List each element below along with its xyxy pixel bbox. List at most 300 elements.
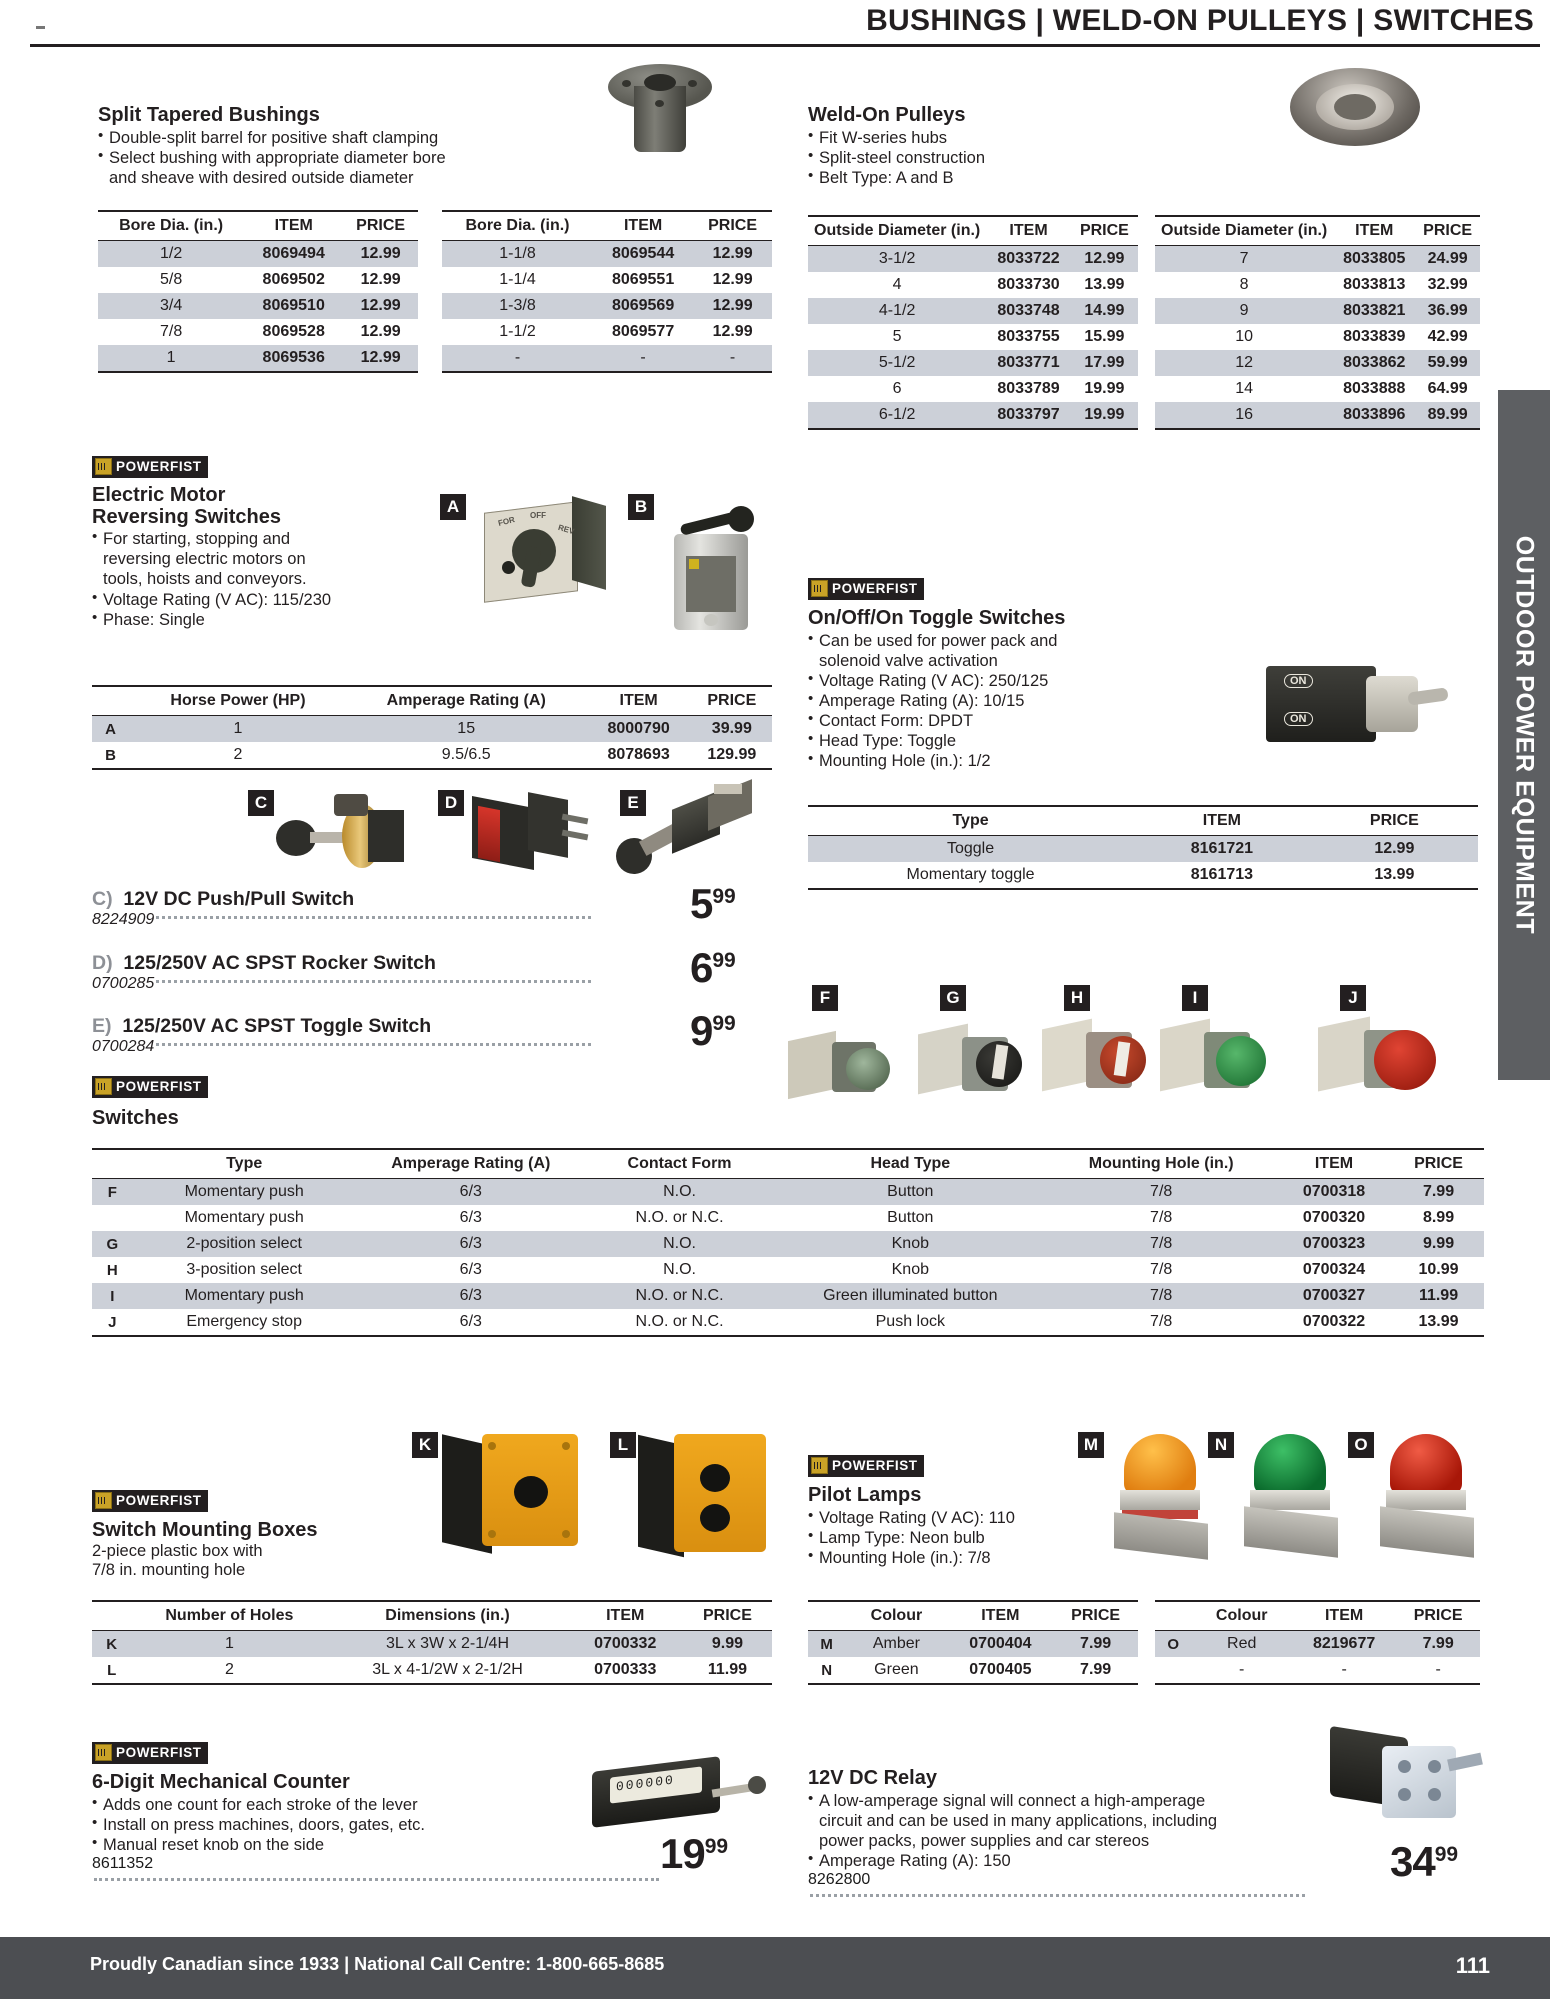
toggle-title: On/Off/On Toggle Switches xyxy=(808,607,1066,629)
item-D xyxy=(92,952,732,993)
row-key: N xyxy=(808,1657,845,1684)
chip-B: B xyxy=(628,494,654,520)
cell-price: 9.99 xyxy=(683,1631,772,1658)
cell-price: 8.99 xyxy=(1422,1209,1455,1226)
cell-bore: 1-1/8 xyxy=(442,241,593,268)
cell-price: 12.99 xyxy=(360,271,401,288)
bullet: • Voltage Rating (V AC): 115/230 xyxy=(92,590,392,610)
cell-price: 15.99 xyxy=(1084,328,1125,345)
cell-colour: Red xyxy=(1191,1631,1291,1658)
cell-price: 7.99 xyxy=(1396,1631,1480,1658)
col-bore: Bore Dia. (in.) xyxy=(98,211,244,241)
bullet: • Voltage Rating (V AC): 250/125 xyxy=(808,671,1138,691)
pulleys-table-right xyxy=(1155,215,1480,430)
cell-contact: N.O. xyxy=(663,1261,696,1278)
col-item: ITEM xyxy=(1133,806,1311,836)
table-row xyxy=(442,319,772,345)
cell-price: 12.99 xyxy=(712,271,753,288)
switch-label-off: OFF xyxy=(530,511,546,520)
cell-price: 7.99 xyxy=(1053,1657,1138,1684)
cell-contact: N.O. or N.C. xyxy=(586,1309,773,1336)
col-od: Outside Diameter (in.) xyxy=(808,216,986,246)
cell-price: 39.99 xyxy=(692,716,772,743)
cell-item: 8069510 xyxy=(244,293,343,319)
col-price: PRICE xyxy=(692,686,772,716)
cell-price: 13.99 xyxy=(1393,1309,1484,1336)
table-row xyxy=(808,1631,1138,1658)
cell-type: Momentary push xyxy=(133,1179,356,1206)
cell-item: 0700404 xyxy=(947,1631,1053,1658)
cell-price: 9.99 xyxy=(1393,1231,1484,1257)
cell-item: 8069536 xyxy=(244,345,343,372)
section-tab xyxy=(1498,390,1550,1080)
table-row xyxy=(808,246,1138,273)
col-price: PRICE xyxy=(1311,806,1478,836)
relay-bullets xyxy=(808,1791,1368,1872)
col-price: PRICE xyxy=(1393,1149,1484,1179)
cell-price: 64.99 xyxy=(1427,380,1468,397)
mounting-boxes-block xyxy=(92,1520,422,1581)
table-row xyxy=(98,267,418,293)
cell-item: 8033771 xyxy=(986,350,1071,376)
bullet: • Manual reset knob on the side xyxy=(92,1835,612,1855)
cell-type: Toggle xyxy=(808,836,1133,863)
brand-name: POWERFIST xyxy=(116,1745,202,1760)
cell-item: 8033813 xyxy=(1343,276,1406,293)
cell-item: 8161713 xyxy=(1133,862,1311,889)
cell-head: Button xyxy=(887,1209,934,1226)
cell-price: 19.99 xyxy=(1084,380,1125,397)
bullet: • A low-amperage signal will connect a high-amperage xyxy=(808,1791,1368,1811)
table-row xyxy=(442,293,772,319)
chip-O: O xyxy=(1348,1432,1374,1458)
item-letter: E) xyxy=(92,1015,112,1037)
leader-dots xyxy=(156,916,591,919)
price-counter: $19^{99}$ xyxy=(660,1830,729,1877)
cell-od: 9 xyxy=(1155,298,1333,324)
brand-name: POWERFIST xyxy=(116,1079,202,1094)
cell-bore: 1-1/2 xyxy=(499,323,536,340)
col-colour: Colour xyxy=(845,1601,947,1631)
cell-item: 8069551 xyxy=(611,271,675,288)
cell-type: Momentary push xyxy=(133,1283,356,1309)
corner-mark xyxy=(36,26,45,29)
cell-colour: Green xyxy=(845,1657,947,1684)
section-tab-label: OUTDOOR POWER EQUIPMENT xyxy=(1510,535,1539,935)
cell-item: 8033748 xyxy=(986,298,1071,324)
chip-E: E xyxy=(620,790,646,816)
mounting-boxes-title: Switch Mounting Boxes xyxy=(92,1519,318,1541)
cell-hole: 7/8 xyxy=(1047,1179,1275,1206)
cell-price: 12.99 xyxy=(360,323,401,340)
cell-price: 12.99 xyxy=(343,241,418,268)
relay-title: 12V DC Relay xyxy=(808,1767,937,1789)
cell-type: Emergency stop xyxy=(133,1309,356,1336)
table-row xyxy=(808,376,1138,402)
bullet: • Lamp Type: Neon bulb xyxy=(808,1528,1138,1548)
chip-D: D xyxy=(438,790,464,816)
chip-J: J xyxy=(1340,985,1366,1011)
col-holes: Number of Holes xyxy=(131,1601,327,1631)
chip-M: M xyxy=(1078,1432,1104,1458)
row-key: K xyxy=(92,1631,131,1658)
cell-price: 7.99 xyxy=(1053,1631,1138,1658)
cell-od: 10 xyxy=(1235,328,1254,345)
cell-item: 8069569 xyxy=(593,293,693,319)
cell-price: 12.99 xyxy=(343,345,418,372)
powerfist-badge-toggle xyxy=(808,578,924,600)
brand-name: POWERFIST xyxy=(832,581,918,596)
col-amp: Amperage Rating (A) xyxy=(356,1149,586,1179)
table-row xyxy=(92,1231,1484,1257)
cell-item: 8161721 xyxy=(1133,836,1311,863)
cell-amp: 6/3 xyxy=(356,1179,586,1206)
cell-item: 0700405 xyxy=(947,1657,1053,1684)
item-letter: D) xyxy=(92,952,113,974)
leader-dots xyxy=(810,1894,1305,1897)
mounting-boxes-sub-1: 2-piece plastic box with xyxy=(92,1541,263,1560)
cell-item: 8033888 xyxy=(1343,380,1406,397)
cell-item: 0700320 xyxy=(1302,1209,1366,1226)
chip-H: H xyxy=(1064,985,1090,1011)
row-key xyxy=(92,1205,133,1231)
chip-K: K xyxy=(412,1432,438,1458)
item-code: 0700284 xyxy=(92,1038,155,1055)
table-row xyxy=(808,836,1478,863)
col-bore: Bore Dia. (in.) xyxy=(442,211,593,241)
cell-price: 11.99 xyxy=(1393,1283,1484,1309)
toggle-switches-block xyxy=(808,608,1138,771)
chip-C: C xyxy=(248,790,274,816)
col-item: ITEM xyxy=(1333,216,1415,246)
chip-F: F xyxy=(812,985,838,1011)
leader-dots xyxy=(94,1878,659,1881)
counter-title: 6-Digit Mechanical Counter xyxy=(92,1771,350,1793)
pulleys-bullets xyxy=(808,128,1138,188)
cell-hole: 7/8 xyxy=(1150,1209,1173,1226)
bullet: • Can be used for power pack and xyxy=(808,631,1138,651)
cell-price: 42.99 xyxy=(1427,328,1468,345)
bullet-cont: tools, hoists and conveyors. xyxy=(103,570,307,589)
bullet: • Adds one count for each stroke of the lever xyxy=(92,1795,612,1815)
cell-item: 8069502 xyxy=(262,271,325,288)
item-E xyxy=(92,1015,732,1056)
mounting-box-k-photo xyxy=(442,1430,582,1555)
reversing-title-2: Reversing Switches xyxy=(92,505,281,528)
cell-price: 59.99 xyxy=(1415,350,1480,376)
cell-contact: N.O. or N.C. xyxy=(586,1283,773,1309)
footer-bar xyxy=(0,1937,1550,1999)
cell-item: 8033839 xyxy=(1343,328,1406,345)
bullet: • Install on press machines, doors, gates, etc. xyxy=(92,1815,612,1835)
table-row xyxy=(92,1257,1484,1283)
cell-bore: 1-3/8 xyxy=(442,293,593,319)
switch-f-photo xyxy=(788,1018,908,1103)
brand-name: POWERFIST xyxy=(832,1458,918,1473)
cell-od: 8 xyxy=(1239,276,1249,293)
cell-price: 12.99 xyxy=(1071,246,1138,273)
toggle-on-label-top: ON xyxy=(1284,674,1313,688)
chip-L: L xyxy=(610,1432,636,1458)
pilot-lamps-table-right xyxy=(1155,1600,1480,1685)
mounting-boxes-table xyxy=(92,1600,772,1685)
cell-item: 0700333 xyxy=(568,1657,683,1684)
item-name: 125/250V AC SPST Toggle Switch xyxy=(122,1015,432,1037)
item-letter: C) xyxy=(92,888,113,910)
bullet: • Contact Form: DPDT xyxy=(808,711,1138,731)
table-row xyxy=(92,1631,772,1658)
chip-N: N xyxy=(1208,1432,1234,1458)
row-key: L xyxy=(92,1657,131,1684)
cell-type: Momentary toggle xyxy=(808,862,1133,889)
counter-display: 000000 xyxy=(616,1772,675,1795)
cell-bore: 1 xyxy=(98,345,244,372)
cell-bore: 3/4 xyxy=(98,293,244,319)
item-name: 125/250V AC SPST Rocker Switch xyxy=(123,952,436,974)
cell-price: 12.99 xyxy=(693,293,772,319)
cell-item: 8033821 xyxy=(1333,298,1415,324)
counter-bullets xyxy=(92,1795,612,1855)
switch-label-rev: REV xyxy=(557,522,576,537)
pilot-lamp-o-photo xyxy=(1376,1428,1496,1558)
reversing-title-1: Electric Motor xyxy=(92,484,226,506)
col-price: PRICE xyxy=(693,211,772,241)
bushings-title: Split Tapered Bushings xyxy=(98,104,320,126)
cell-od: 12 xyxy=(1155,350,1333,376)
cell-holes: 2 xyxy=(131,1657,327,1684)
cell-bore: 7/8 xyxy=(159,323,183,340)
table-row xyxy=(1155,376,1480,402)
table-row xyxy=(808,402,1138,429)
col-type: Type xyxy=(133,1149,356,1179)
page-number: 111 xyxy=(1455,1953,1490,1978)
table-row xyxy=(98,319,418,345)
cell-item: 0700327 xyxy=(1275,1283,1393,1309)
cell-od: 7 xyxy=(1155,246,1333,273)
cell-price: 129.99 xyxy=(692,742,772,769)
switch-i-photo xyxy=(1160,1012,1280,1104)
pilot-lamps-table-left xyxy=(808,1600,1138,1685)
page-title: BUSHINGS | WELD-ON PULLEYS | SWITCHES xyxy=(866,4,1534,37)
item-code: 0700285 xyxy=(92,975,155,992)
row-key: J xyxy=(92,1309,133,1336)
col-od: Outside Diameter (in.) xyxy=(1155,216,1333,246)
cell-price: 89.99 xyxy=(1415,402,1480,429)
cell-od: 4-1/2 xyxy=(808,298,986,324)
cell-item: 8069528 xyxy=(262,323,325,340)
mounting-box-l-photo xyxy=(638,1430,778,1560)
cell-hole: 7/8 xyxy=(1047,1283,1275,1309)
col-amp: Amperage Rating (A) xyxy=(347,686,586,716)
table-row xyxy=(92,1309,1484,1336)
cell-price: 7.99 xyxy=(1393,1179,1484,1206)
bullet: • Fit W-series hubs xyxy=(808,128,1138,148)
table-row xyxy=(98,293,418,319)
cell-bore: 1/2 xyxy=(98,241,244,268)
cell-od: 6 xyxy=(892,380,902,397)
table-row xyxy=(98,241,418,268)
cell-item: - xyxy=(593,345,693,372)
bushings-bullets xyxy=(98,128,538,188)
switch-label-for: FOR xyxy=(497,515,516,528)
cell-item: 8000790 xyxy=(586,716,692,743)
cell-item: 8033862 xyxy=(1333,350,1415,376)
relay-code: 8262800 xyxy=(808,1871,871,1889)
table-row xyxy=(92,1205,1484,1231)
col-item: ITEM xyxy=(244,211,343,241)
switch-h-photo xyxy=(1042,1012,1162,1104)
relay-photo xyxy=(1320,1726,1495,1836)
table-row xyxy=(808,350,1138,376)
col-price: PRICE xyxy=(1415,216,1480,246)
cell-bore: - xyxy=(442,345,593,372)
price-relay: $34^{99}$ xyxy=(1390,1838,1459,1885)
toggle-on-label-bottom: ON xyxy=(1284,712,1313,726)
bullet-cont: circuit and can be used in many applications, including xyxy=(819,1811,1218,1830)
cell-item: 8069544 xyxy=(593,241,693,268)
push-pull-switch-photo xyxy=(276,788,406,878)
cell-amp: 6/3 xyxy=(356,1309,586,1336)
cell-head: Push lock xyxy=(773,1309,1047,1336)
col-dims: Dimensions (in.) xyxy=(327,1601,567,1631)
table-row xyxy=(808,298,1138,324)
col-contact: Contact Form xyxy=(586,1149,773,1179)
table-row xyxy=(92,1179,1484,1206)
counter-block xyxy=(92,1772,612,1891)
pilot-lamps-title: Pilot Lamps xyxy=(808,1484,922,1506)
cell-bore: 1-1/4 xyxy=(499,271,536,288)
pulleys-title: Weld-On Pulleys xyxy=(808,104,966,126)
powerfist-badge-switches xyxy=(92,1076,208,1098)
powerfist-logo-icon xyxy=(811,580,828,597)
onoffon-toggle-photo xyxy=(1260,650,1450,760)
reversing-switch-b-photo xyxy=(660,498,770,638)
table-row xyxy=(1155,324,1480,350)
chip-A: A xyxy=(440,494,466,520)
switches-title: Switches xyxy=(92,1107,179,1129)
col-price: PRICE xyxy=(1396,1601,1480,1631)
cell-hp: 1 xyxy=(129,716,347,743)
col-item: ITEM xyxy=(1292,1601,1396,1631)
bullet: • Head Type: Toggle xyxy=(808,731,1138,751)
col-price: PRICE xyxy=(1071,216,1138,246)
cell-item: 0700318 xyxy=(1275,1179,1393,1206)
reversing-switches-block xyxy=(92,485,392,630)
cell-type: 2-position select xyxy=(133,1231,356,1257)
cell-item: 8078693 xyxy=(586,742,692,769)
leader-dots xyxy=(156,980,591,983)
powerfist-logo-icon xyxy=(95,458,112,475)
table-row xyxy=(92,1283,1484,1309)
table-row xyxy=(1155,246,1480,273)
switch-g-photo xyxy=(918,1015,1038,1103)
bullet: • Amperage Rating (A): 10/15 xyxy=(808,691,1138,711)
pilot-lamps-bullets xyxy=(808,1508,1138,1568)
relay-block xyxy=(808,1768,1368,1907)
cell-amp: 6/3 xyxy=(459,1209,482,1226)
bullet: • Voltage Rating (V AC): 110 xyxy=(808,1508,1138,1528)
switches-table xyxy=(92,1148,1484,1337)
cell-price: 36.99 xyxy=(1415,298,1480,324)
table-row xyxy=(808,1657,1138,1684)
chip-G: G xyxy=(940,985,966,1011)
pulley-photo xyxy=(1290,60,1420,155)
table-row xyxy=(442,345,772,372)
col-hole: Mounting Hole (in.) xyxy=(1047,1149,1275,1179)
table-row xyxy=(1155,1631,1480,1658)
mounting-boxes-sub-2: 7/8 in. mounting hole xyxy=(92,1561,246,1580)
cell-contact: N.O. or N.C. xyxy=(635,1209,724,1226)
cell-item: 8069577 xyxy=(611,323,675,340)
cell-amp: 15 xyxy=(347,716,586,743)
cell-price: 14.99 xyxy=(1071,298,1138,324)
bullet-cont: solenoid valve activation xyxy=(819,651,998,670)
powerfist-badge-boxes xyxy=(92,1490,208,1512)
cell-head: Knob xyxy=(891,1261,929,1278)
col-item: ITEM xyxy=(568,1601,683,1631)
powerfist-badge-lamps xyxy=(808,1455,924,1477)
toggle-switch-photo xyxy=(610,782,760,880)
table-row xyxy=(92,716,772,743)
brand-name: POWERFIST xyxy=(116,459,202,474)
cell-head: Green illuminated button xyxy=(773,1283,1047,1309)
cell-price: 19.99 xyxy=(1071,402,1138,429)
col-hp: Horse Power (HP) xyxy=(129,686,347,716)
cell-amp: 6/3 xyxy=(459,1261,482,1278)
table-row xyxy=(98,345,418,372)
table-row xyxy=(1155,350,1480,376)
cell-item: - xyxy=(1292,1657,1396,1684)
powerfist-logo-icon xyxy=(95,1078,112,1095)
cell-amp: 6/3 xyxy=(356,1231,586,1257)
cell-item: 8033896 xyxy=(1333,402,1415,429)
row-key: H xyxy=(92,1257,133,1283)
bullet-cont: and sheave with desired outside diameter xyxy=(109,168,414,187)
cell-item: 0700323 xyxy=(1275,1231,1393,1257)
cell-od: 5 xyxy=(892,328,902,345)
row-key: I xyxy=(92,1283,133,1309)
row-key: F xyxy=(92,1179,133,1206)
col-item: ITEM xyxy=(986,216,1071,246)
cell-od: 14 xyxy=(1235,380,1254,397)
cell-price: 13.99 xyxy=(1084,276,1125,293)
powerfist-logo-icon xyxy=(811,1457,828,1474)
bullet: • Split-steel construction xyxy=(808,148,1138,168)
powerfist-logo-icon xyxy=(95,1744,112,1761)
cell-type: Momentary push xyxy=(184,1209,304,1226)
cell-head: Button xyxy=(773,1179,1047,1206)
cell-head: Knob xyxy=(773,1231,1047,1257)
cell-price: 12.99 xyxy=(693,241,772,268)
cell-price: 32.99 xyxy=(1427,276,1468,293)
row-key: B xyxy=(92,742,129,769)
cell-colour: - xyxy=(1191,1657,1291,1684)
cell-price: 12.99 xyxy=(1311,836,1478,863)
reversing-switch-a-photo xyxy=(476,495,606,605)
bushings-table-left xyxy=(98,210,418,373)
table-row xyxy=(442,241,772,268)
powerfist-badge-counter xyxy=(92,1742,208,1764)
cell-contact: N.O. xyxy=(586,1231,773,1257)
bullet: • Amperage Rating (A): 150 xyxy=(808,1851,1368,1871)
reversing-bullets xyxy=(92,529,392,630)
price-E: $9^{99}$ xyxy=(690,1007,736,1054)
cell-contact: N.O. xyxy=(586,1179,773,1206)
counter-code: 8611352 xyxy=(92,1854,154,1872)
cell-item: 8033755 xyxy=(997,328,1060,345)
cell-od: 6-1/2 xyxy=(808,402,986,429)
cell-od: 3-1/2 xyxy=(808,246,986,273)
